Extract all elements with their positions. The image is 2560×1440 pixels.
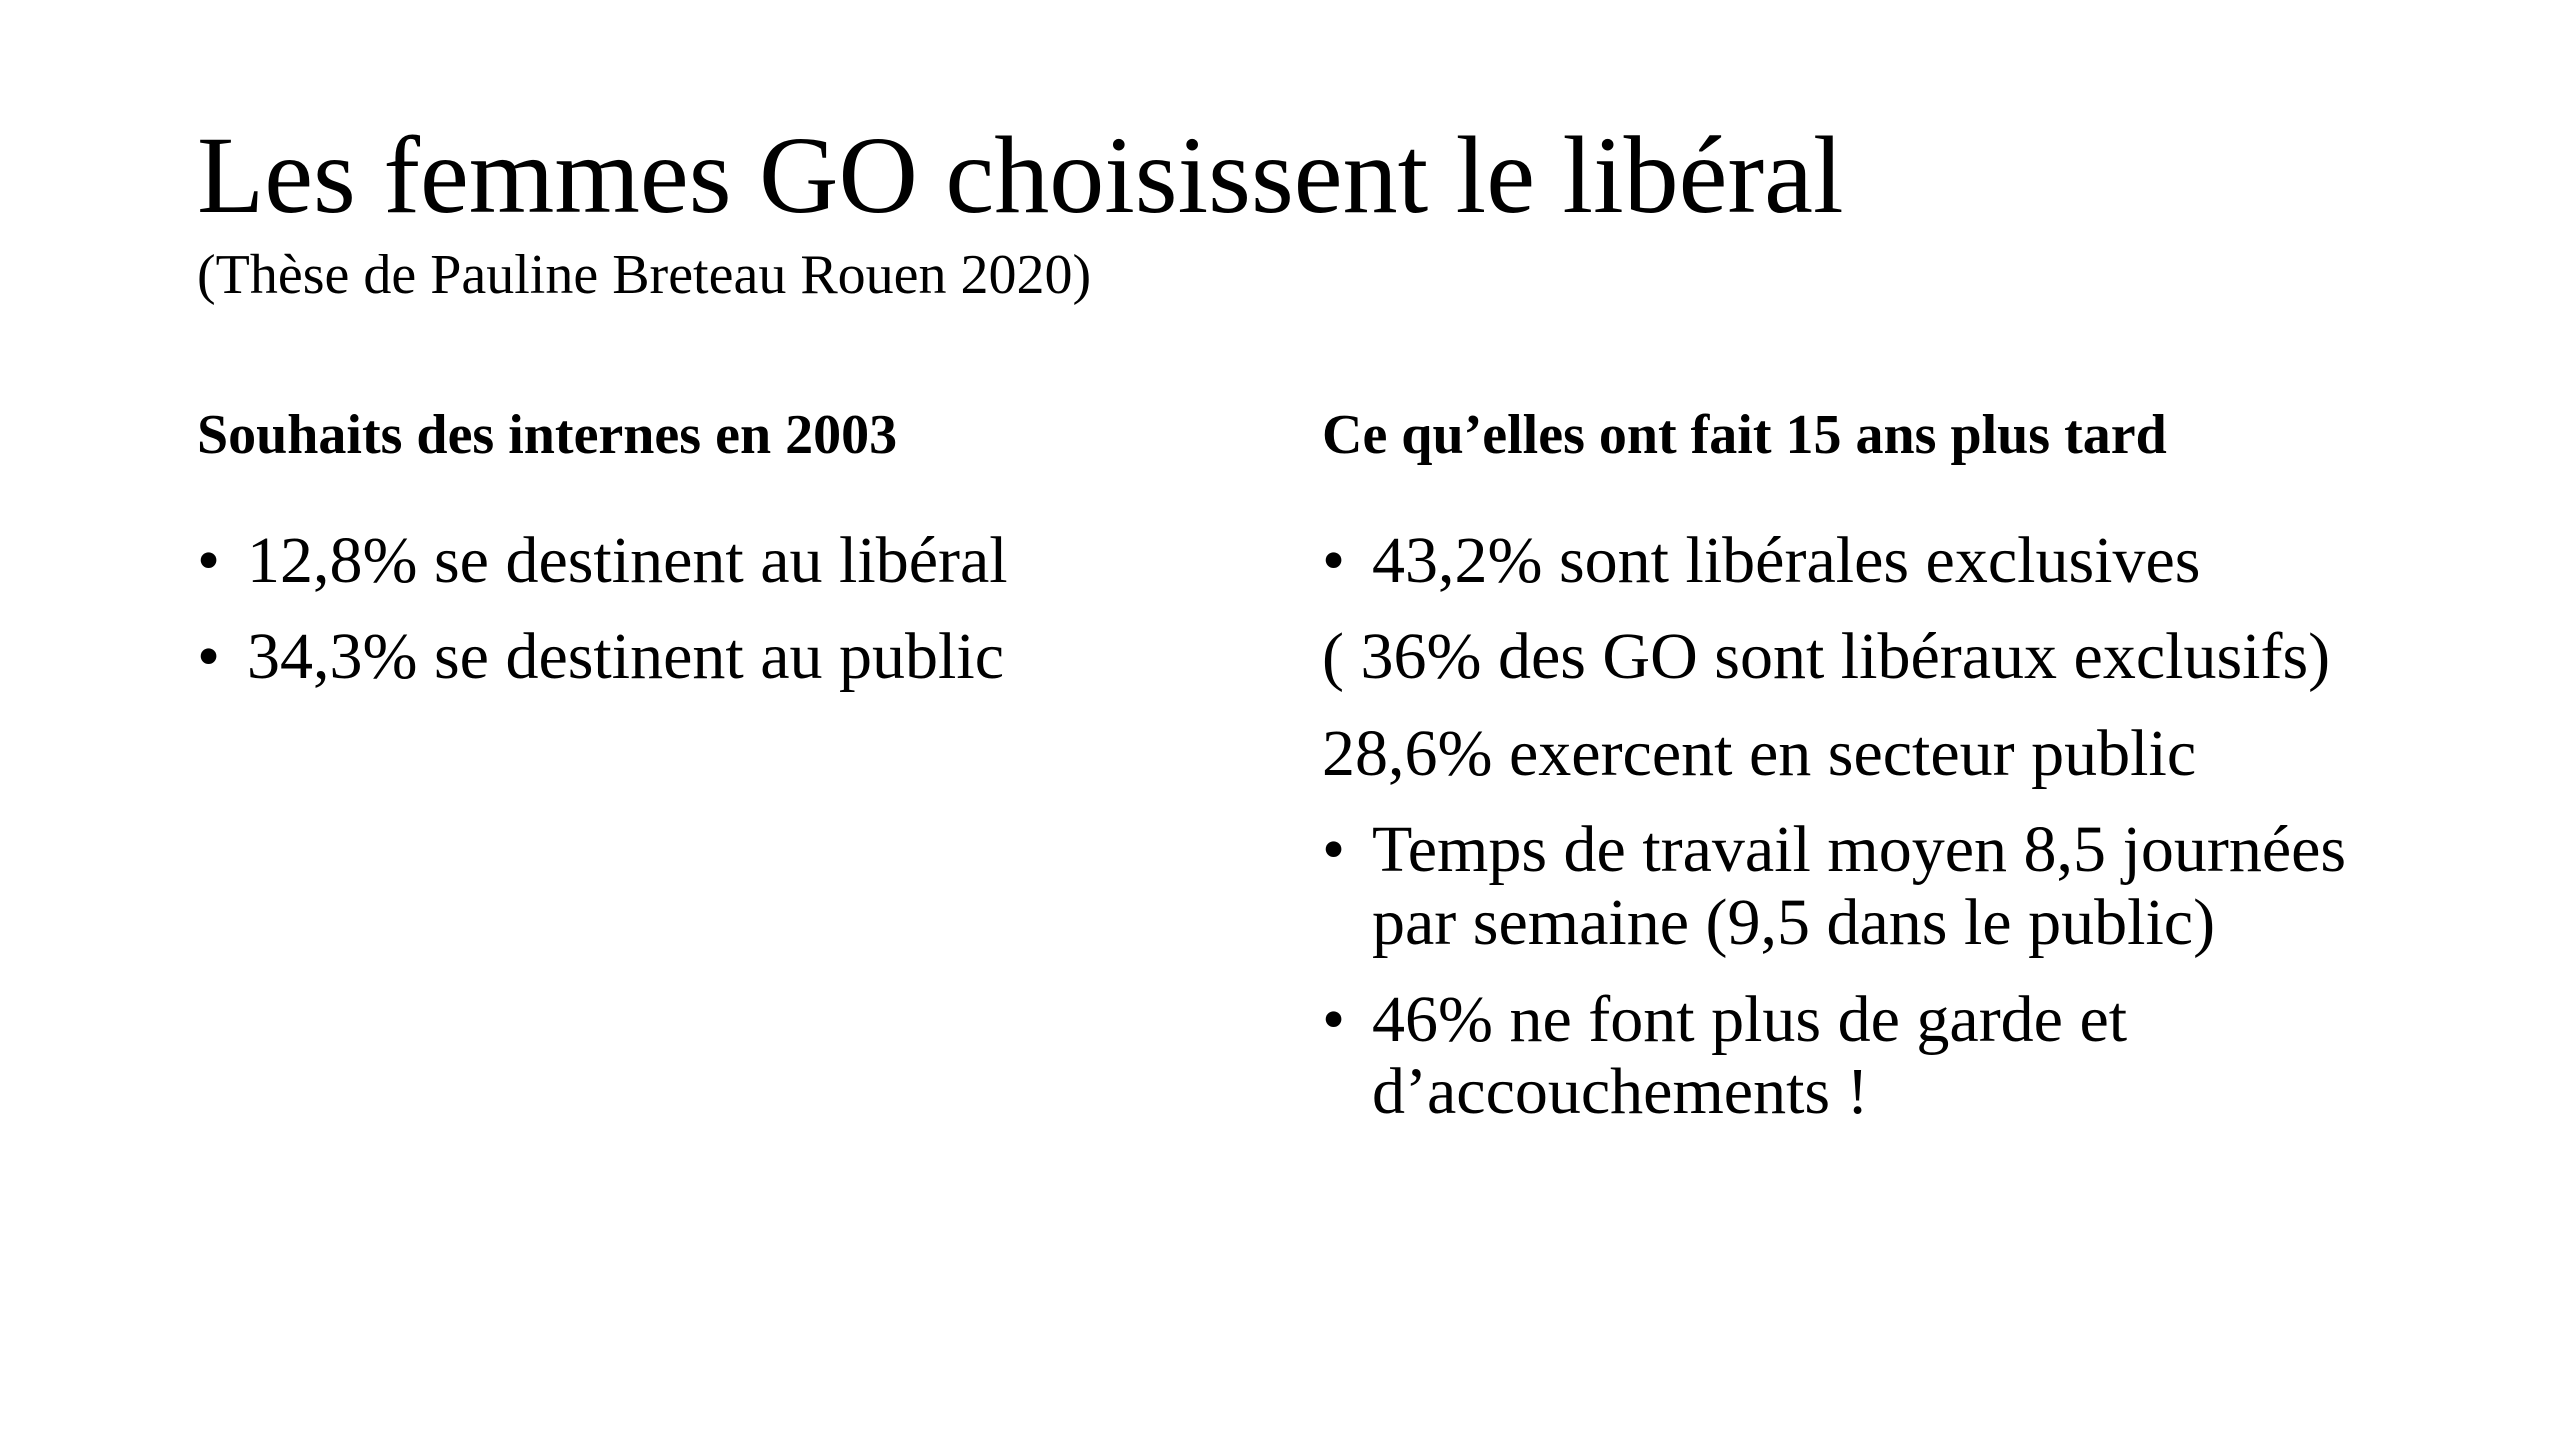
- list-item: [1322, 814, 2442, 959]
- right-column-list: [1322, 525, 2442, 1129]
- bullet-icon: •: [1322, 523, 1346, 597]
- list-item: [197, 621, 1247, 694]
- right-column: [1322, 405, 2442, 1153]
- list-item-text: Temps de travail moyen 8,5 journées par semaine (9,5 dans le public): [1372, 813, 2347, 959]
- list-item-text: 28,6% exercent en secteur public: [1322, 716, 2197, 790]
- slide-subtitle: (Thèse de Pauline Breteau Rouen 2020): [197, 244, 1092, 306]
- list-item-text: 12,8% se destinent au libéral: [247, 523, 1008, 597]
- slide-title: Les femmes GO choisissent le libéral: [197, 114, 1844, 236]
- list-item: [1322, 525, 2442, 598]
- bullet-icon: •: [1322, 813, 1346, 887]
- list-item: [1322, 621, 2442, 694]
- list-item-text: 43,2% sont libérales exclusives: [1372, 523, 2201, 597]
- list-item-text: ( 36% des GO sont libéraux exclusifs): [1322, 620, 2331, 694]
- left-column-heading: Souhaits des internes en 2003: [197, 404, 898, 466]
- left-column-list: [197, 525, 1247, 694]
- bullet-icon: •: [197, 620, 221, 694]
- bullet-icon: •: [1322, 982, 1346, 1056]
- list-item-text: 34,3% se destinent au public: [247, 620, 1005, 694]
- list-item-text: 46% ne font plus de garde et d’accouchements !: [1372, 982, 2128, 1129]
- list-item: [1322, 984, 2442, 1129]
- list-item: [197, 525, 1247, 598]
- right-column-heading: Ce qu’elles ont fait 15 ans plus tard: [1322, 404, 2167, 466]
- left-column: [197, 405, 1247, 718]
- list-item: [1322, 718, 2442, 791]
- bullet-icon: •: [197, 523, 221, 597]
